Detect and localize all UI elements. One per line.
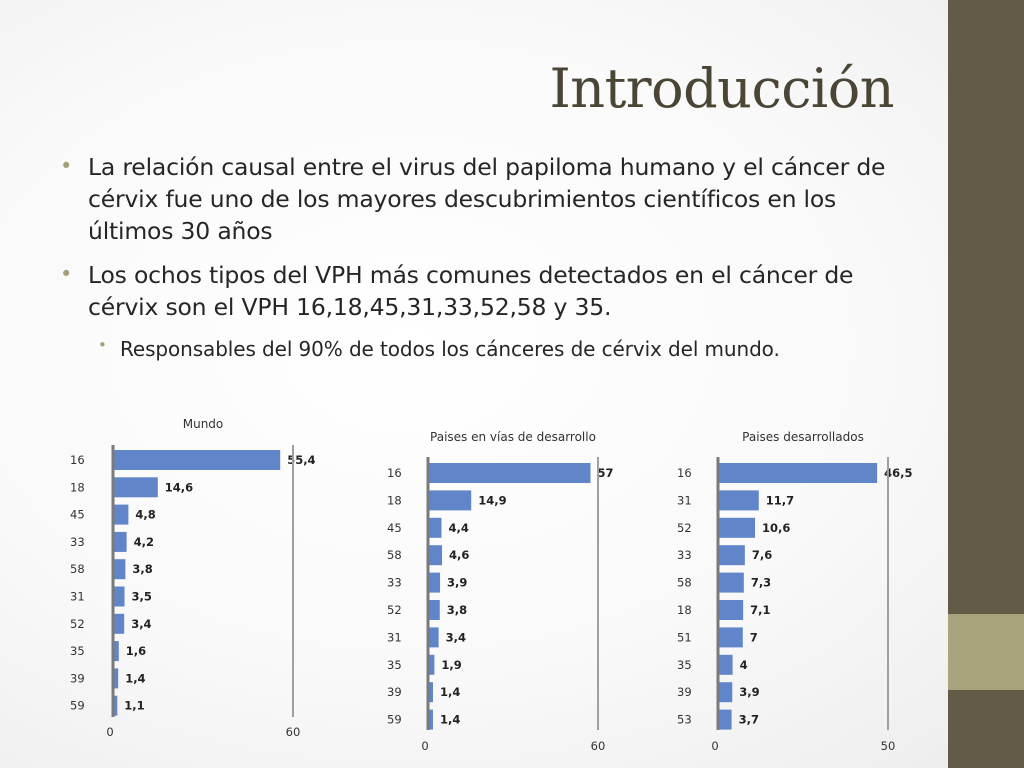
category-label: 35 [677,657,692,672]
data-label: 7,1 [750,603,771,617]
data-label: 3,8 [132,562,153,577]
slide-content [58,152,908,362]
data-label: 55,4 [287,453,316,467]
bar [429,655,434,675]
data-label: 4,4 [448,520,469,535]
tick-label: 0 [421,739,429,753]
category-label: 31 [677,493,692,508]
category-label: 59 [387,712,402,727]
category-label: 16 [70,453,85,467]
category-label: 16 [677,466,692,480]
category-label: 18 [387,493,402,508]
bar [719,573,744,593]
slide-title: Introducción [549,57,894,120]
category-label: 39 [70,671,85,686]
tick-label: 60 [590,739,606,753]
bar [719,545,745,565]
decorative-side-accent [948,614,1024,690]
chart-title: Mundo [182,417,224,431]
data-label: 1,1 [124,698,145,713]
bar [114,477,158,497]
chart-title: Paises en vías de desarrollo [430,430,596,444]
bar [719,600,743,620]
data-label: 4,2 [133,534,154,549]
bullet-item [58,260,908,324]
category-label: 45 [387,520,402,535]
data-label: 3,4 [445,630,467,645]
category-label: 31 [70,589,85,604]
sub-bullet-dot-icon: • [98,335,107,354]
bar [114,668,118,688]
bar [429,600,440,620]
category-label: 52 [677,520,692,535]
data-label: 7,3 [750,575,772,590]
bar [719,682,732,702]
bar [114,505,128,525]
bar [429,463,591,483]
bullet-text: La relación causal entre el virus del papiloma humano y el cáncer de cérvix fue uno de los mayores descubrimientos científicos en los últimos 30 años [88,153,886,245]
category-label: 16 [387,466,402,480]
bar [114,587,125,607]
sub-bullet-text: Responsables del 90% de todos los cánceres de cérvix del mundo. [120,336,780,361]
data-label: 10,6 [762,520,791,535]
data-label: 7,6 [751,548,773,563]
data-label: 3,7 [738,712,759,727]
data-label: 14,6 [164,480,194,495]
bullet-item [58,152,908,248]
data-label: 1,9 [441,657,462,672]
chart-title: Paises desarrollados [742,430,864,444]
data-label: 3,9 [739,685,760,700]
category-label: 39 [387,685,402,700]
bar [719,463,877,483]
data-label: 57 [597,466,614,480]
category-label: 18 [677,603,692,617]
category-label: 45 [70,507,85,522]
bullet-dot-icon: • [60,261,73,286]
bar [429,518,441,538]
bar [114,696,117,716]
bar [114,450,280,470]
tick-label: 0 [106,725,114,739]
sub-bullet-item [58,336,908,362]
bar [719,710,732,730]
bar [114,532,127,552]
tick-label: 0 [711,739,719,753]
data-label: 3,9 [447,575,468,590]
category-label: 39 [677,685,692,700]
bar [429,710,433,730]
category-label: 18 [70,480,85,495]
bar [114,641,119,661]
data-label: 4,8 [135,507,156,522]
data-label: 46,5 [884,466,913,480]
category-label: 58 [70,562,85,577]
bar [719,655,733,675]
category-label: 58 [387,548,402,563]
bar [429,682,433,702]
bar [114,614,124,634]
data-label: 3,5 [131,589,152,604]
category-label: 35 [387,657,402,672]
bar [719,490,759,510]
data-label: 4 [739,657,748,672]
bar [114,559,125,579]
data-label: 1,4 [125,671,146,686]
category-label: 52 [70,616,85,631]
bar [429,545,442,565]
data-label: 1,6 [125,644,147,659]
category-label: 52 [387,603,402,617]
data-label: 11,7 [765,493,795,508]
bullet-text: Los ochos tipos del VPH más comunes detectados en el cáncer de cérvix son el VPH 16,18,45,31,33,52,58 y 35. [88,260,854,321]
bar [429,627,439,647]
bar [429,490,471,510]
category-label: 33 [387,575,402,590]
data-label: 14,9 [478,493,507,508]
category-label: 53 [677,712,692,727]
bar [719,518,755,538]
data-label: 3,8 [446,603,468,617]
category-label: 58 [677,575,692,590]
category-label: 35 [70,644,85,659]
bar [429,573,440,593]
tick-label: 50 [880,739,896,753]
category-label: 59 [70,698,85,713]
data-label: 7 [749,630,758,645]
category-label: 33 [70,534,85,549]
bar [719,627,743,647]
data-label: 1,4 [439,712,461,727]
category-label: 51 [677,630,692,645]
bullet-dot-icon: • [60,154,73,178]
data-label: 3,4 [131,616,152,631]
data-label: 1,4 [439,685,461,700]
category-label: 33 [677,548,692,563]
tick-label: 60 [285,725,301,739]
data-label: 4,6 [449,548,470,563]
category-label: 31 [387,630,402,645]
